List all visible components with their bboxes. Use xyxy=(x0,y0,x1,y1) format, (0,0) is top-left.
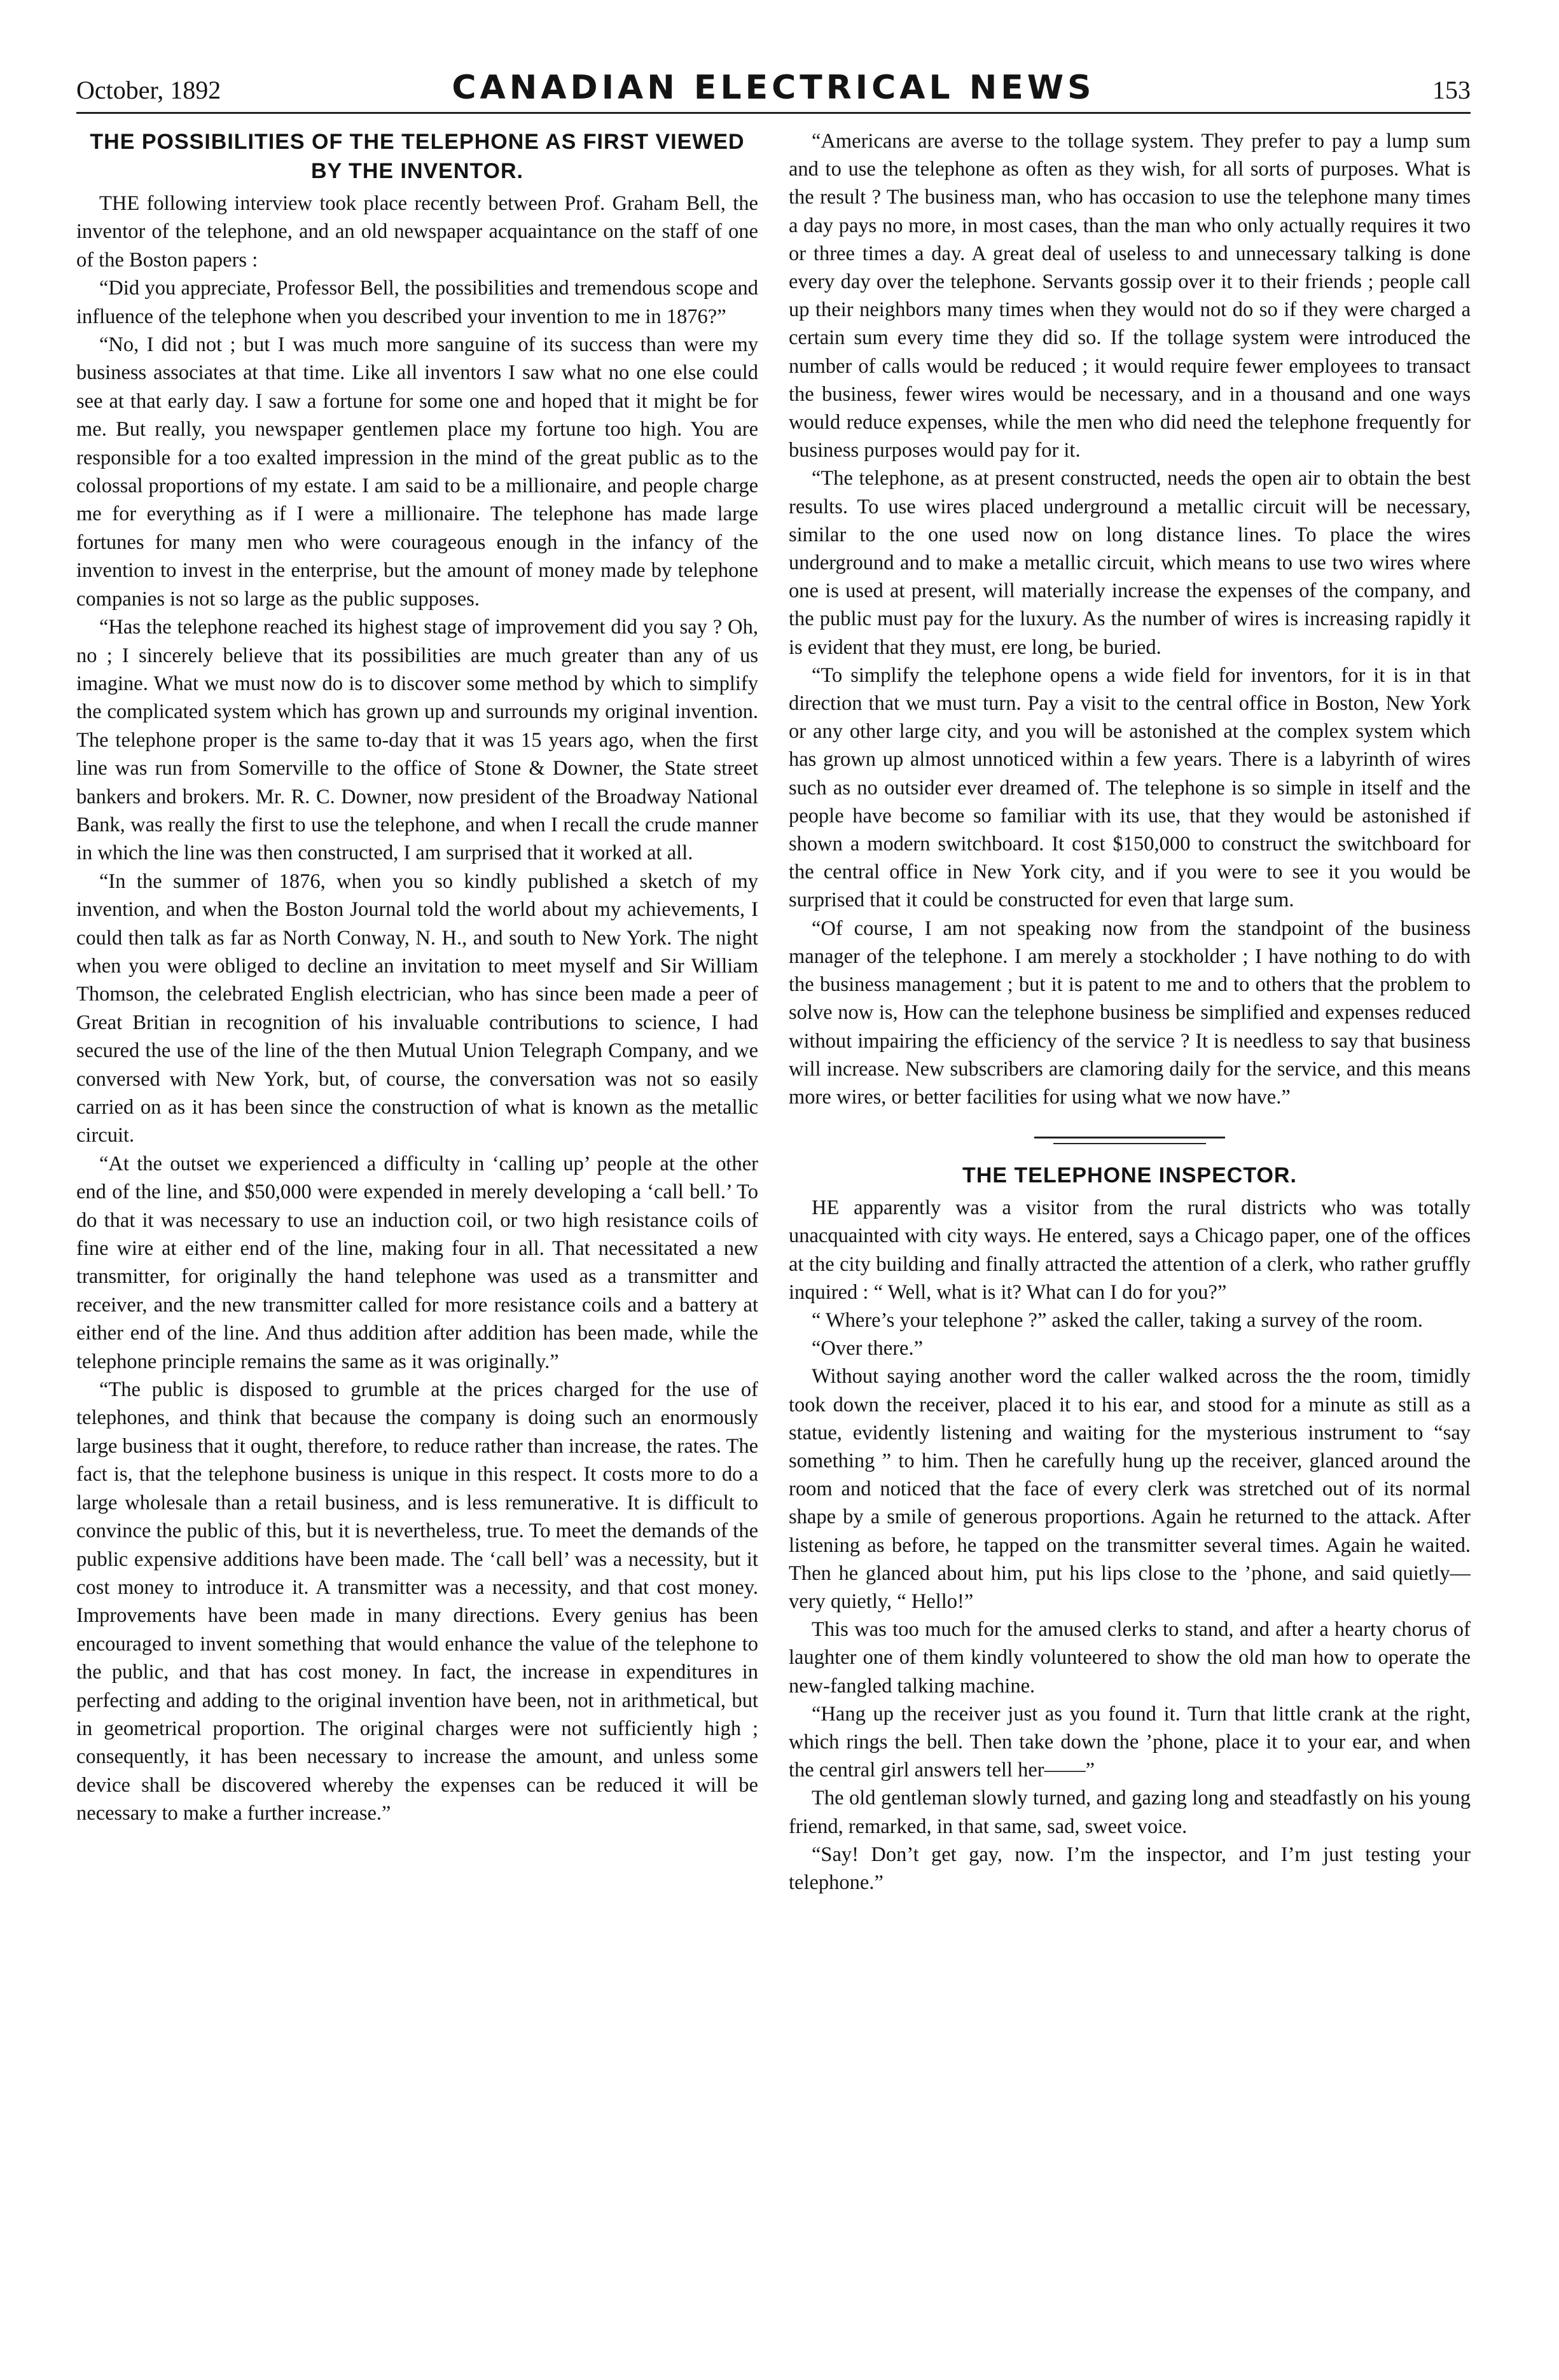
article-paragraph: “ Where’s your telephone ?” asked the caller, taking a survey of the room. xyxy=(812,1308,1423,1332)
article-paragraph: “To simplify the telephone opens a wide field for inventors, for it is in that direction that we must turn. Pay a visit to the central office in Boston, New York or any other large city, and you will be astonished at the complex system which has grown up almost unnoticed within a few years. There is a labyrinth of wires such as no outsider ever dreamed of. The telephone is so simple in itself and the people have become so familiar with its use, that they would be astonished if shown a modern switchboard. It cost $150,000 to construct the switchboard for the central office in New York city, and if you were to see it you would be surprised that it could be constructed for even that large sum. xyxy=(789,663,1471,912)
page-number: 153 xyxy=(1432,76,1471,104)
publication-title: CANADIAN ELECTRICAL NEWS xyxy=(452,69,1095,107)
header-rule xyxy=(76,112,1471,114)
article-paragraph: “Americans are averse to the tollage system. They prefer to pay a lump sum and to use the telephone as often as they wish, for all sorts of purposes. What is the result ? The business man, who has occasion to use the telephone many times a day pays no more, in most cases, than the man who only actually requires it two or three times a day. A great deal of useless to and unnecessary talking is done every day over the telephone. Servants gossip over it to their friends ; people call up their neighbors many times when they would not do so if they were charged a certain sum every time they did so. If the tollage system were introduced the number of calls would be reduced ; it would require fewer employees to transact the business, fewer wires would be necessary, and in a thousand and one ways would reduce expenses, while the men who did need the telephone frequently for business purposes would pay for it. xyxy=(789,130,1471,462)
article-paragraph: This was too much for the amused clerks to stand, and after a hearty chorus of laughter one of them kindly volunteered to show the old man how to operate the new-fangled talking machine. xyxy=(789,1618,1471,1698)
article-paragraph: “Say! Don’t get gay, now. I’m the inspector, and I’m just testing your telephone.” xyxy=(789,1843,1471,1894)
article-paragraph: “Has the telephone reached its highest stage of improvement did you say ? Oh, no ; I sincerely believe that its possibilities are much greater than any of us imagine. What we must now do is to discover some method by which to simplify the complicated system which has grown up and surrounds my original invention. The telephone proper is the same to-day that it was 15 years ago, when the first line was run from Somerville to the office of Stone & Downer, the State street bankers and brokers. Mr. R. C. Downer, now president of the Broadway National Bank, was really the first to use the telephone, and when I recall the crude manner in which the line was then constructed, I am surprised that it worked at all. xyxy=(76,616,758,865)
article-paragraph: THE following interview took place recently between Prof. Graham Bell, the inventor of the telephone, and an old newspaper acquaintance on the staff of one of the Boston papers : xyxy=(76,192,758,272)
article-paragraph: “No, I did not ; but I was much more sanguine of its success than were my business associates at that time. Like all inventors I saw what no one else could see at that early day. I saw a fortune for some one and hoped that it might be for me. But really, you newspaper gentlemen place my fortune too high. You are responsible for a too exalted impression in the mind of the great public as to the colossal proportions of my estate. I am said to be a millionaire, and people charge me for everything as if I were a millionaire. The telephone has made large fortunes for many men who were courageous enough in the infancy of the invention to invest in the enterprise, but the amount of money made by telephone companies is not so large as the public supposes. xyxy=(76,333,758,611)
page-header xyxy=(76,69,1471,108)
right-column xyxy=(789,127,1471,2353)
section-divider xyxy=(1034,1137,1225,1144)
article-paragraph: “Of course, I am not speaking now from the standpoint of the business manager of the telephone. I am merely a stockholder ; I have nothing to do with the business management ; but it is patent to me and to others that the problem to solve now is, How can the telephone business be simplified and expenses reduced without impairing the efficiency of the service ? It is needless to say that business will increase. New subscribers are clamoring daily for the service, and this means more wires, or better facilities for using what we now have.” xyxy=(789,917,1471,1109)
issue-date: October, 1892 xyxy=(76,76,221,104)
article-paragraph: “Over there.” xyxy=(812,1337,924,1360)
article-paragraph: “Did you appreciate, Professor Bell, the possibilities and tremendous scope and influence of the telephone when you described your invention to me in 1876?” xyxy=(76,277,758,328)
article-paragraph: HE apparently was a visitor from the rural districts who was totally unacquainted with city ways. He entered, says a Chicago paper, one of the offices at the city building and finally attracted the attention of a clerk, who rather gruffly inquired : “ Well, what is it? What can I do for you?” xyxy=(789,1196,1471,1304)
article-title: THE POSSIBILITIES OF THE TELEPHONE AS FIRST VIEWED BY THE INVENTOR. xyxy=(90,130,745,183)
article-paragraph: “At the outset we experienced a difficulty in ‘calling up’ people at the other end of the line, and $50,000 were expended in merely developing a ‘call bell.’ To do that it was necessary to use an induction coil, or two high resistance coils of fine wire at either end of the line, making four in all. That necessitated a new transmitter, for originally the hand telephone was used as a transmitter and receiver, and the new transmitter called for more resistance coils and a battery at either end of the line. And thus addition after addition has been made, while the telephone principle remains the same as it was originally.” xyxy=(76,1152,758,1373)
article-paragraph: “Hang up the receiver just as you found it. Turn that little crank at the right, which rings the bell. Then take down the ’phone, place it to your ear, and when the central girl answers tell her——” xyxy=(789,1702,1471,1782)
article-paragraph: “The public is disposed to grumble at the prices charged for the use of telephones, and think that because the company is doing such an enormously large business that it ought, therefore, to reduce rather than increase, the rates. The fact is, that the telephone business is unique in this respect. It costs more to do a large wholesale than a retail business, and is less remunerative. It is difficult to convince the public of this, but it is nevertheless, true. To meet the demands of the public expensive additions have been made. The ‘call bell’ was a necessity, but it cost money to introduce it. A transmitter was a necessity, and that cost money. Improvements have been made in many directions. Every genius has been encouraged to invent something that would enhance the value of the telephone to the public, and that has cost money. In fact, the increase in expenditures in perfecting and adding to the original invention have been, not in arithmetical, but in geometrical proportion. The original charges were not sufficiently high ; consequently, it has been necessary to increase the amount, and unless some device shall be discovered whereby the expenses can be reduced it will be necessary to make a further increase.” xyxy=(76,1378,758,1825)
article-paragraph: “In the summer of 1876, when you so kindly published a sketch of my invention, and when the Boston Journal told the world about my achievements, I could then talk as far as North Conway, N. H., and south to New York. The night when you were obliged to decline an invitation to meet myself and Sir William Thomson, the celebrated English electrician, who has since been made a peer of Great Britian in recognition of his invaluable contributions to science, I had secured the use of the line of the then Mutual Union Telegraph Company, and we conversed with New York, but, of course, the conversation was not so easily carried on as it has been since the construction of what is known as the metallic circuit. xyxy=(76,869,758,1147)
article-paragraph: The old gentleman slowly turned, and gazing long and steadfastly on his young friend, remarked, in that same, sad, sweet voice. xyxy=(789,1787,1471,1838)
article-title: THE TELEPHONE INSPECTOR. xyxy=(962,1163,1297,1188)
article-paragraph: “The telephone, as at present constructed, needs the open air to obtain the best results. To use wires placed underground a metallic circuit will be necessary, similar to the one used now on long distance lines. To place the wires underground and to make a metallic circuit, which means to use two wires where one is used at present, will materially increase the expenses of the company, and the public must pay for the luxury. As the number of wires is increasing rapidly it is evident that they must, ere long, be buried. xyxy=(789,467,1471,659)
article-paragraph: Without saying another word the caller walked across the the room, timidly took down the receiver, placed it to his ear, and stood for a minute as still as a statue, evidently listening and waiting for the mysterious instrument to “say something ” to him. Then he carefully hung up the receiver, glanced around the room and noticed that the face of every clerk was stretched out of its normal shape by a smile of generous proportions. Again he returned to the attack. After listening as before, he tapped on the transmitter several times. Again he waited. Then he glanced about him, put his lips close to the ’phone, and said quietly—very quietly, “ Hello!” xyxy=(789,1365,1471,1613)
left-column xyxy=(76,127,758,2353)
